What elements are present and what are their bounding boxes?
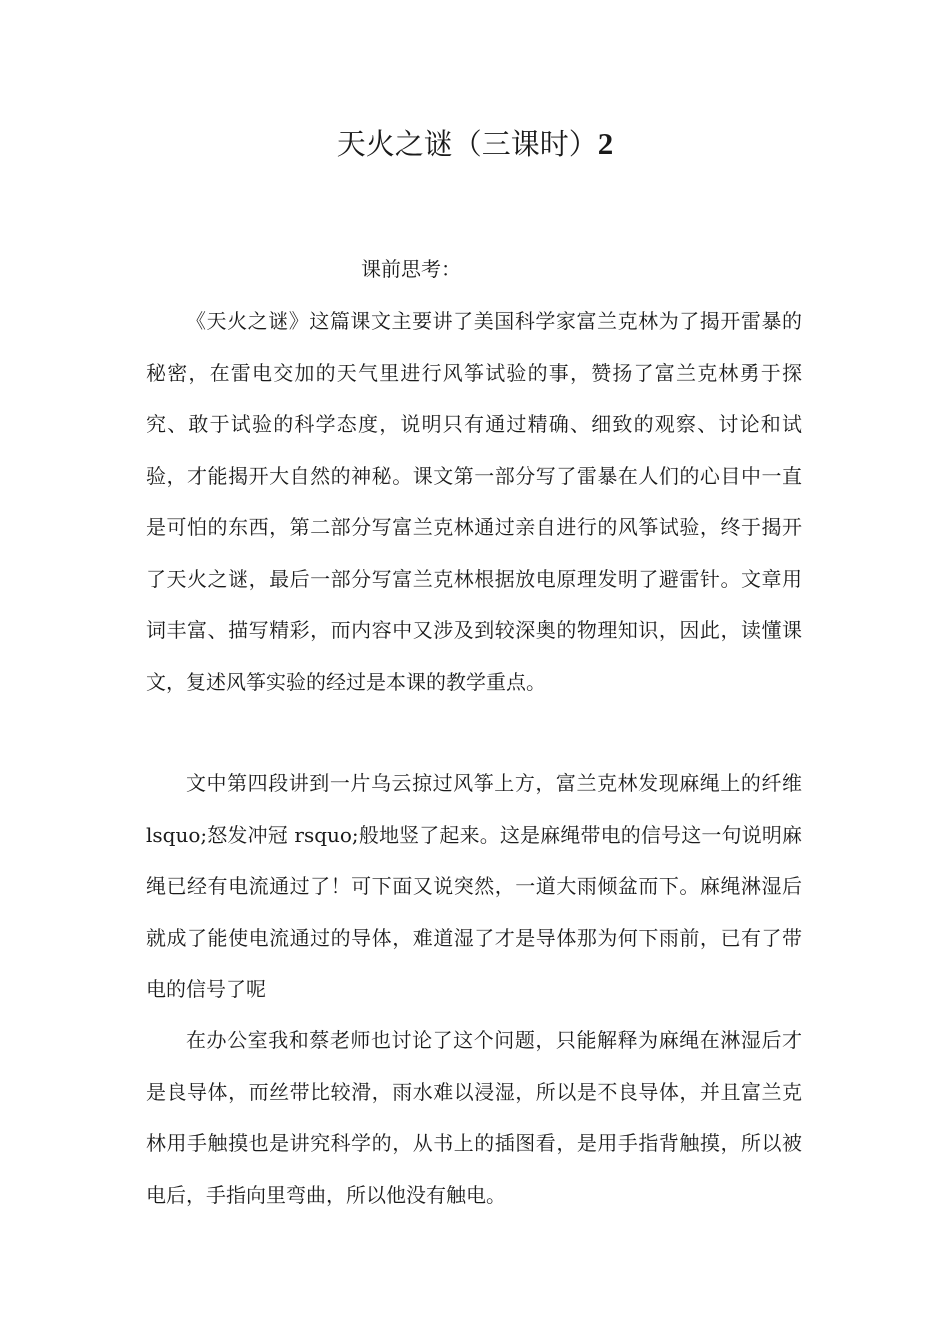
paragraph-1: 《天火之谜》这篇课文主要讲了美国科学家富兰克林为了揭开雷暴的秘密，在雷电交加的天气里进行风筝试验的事，赞扬了富兰克林勇于探究、敢于试验的科学态度，说明只有通过精确、细致的观察、讨论和试验，才能揭开大自然的神秘。课文第一部分写了雷暴在人们的心目中一直是可怕的东西，第二部分写富兰克林通过亲自进行的风筝试验，终于揭开了天火之谜，最后一部分写富兰克林根据放电原理发明了避雷针。文章用词丰富、描写精彩，而内容中又涉及到较深奥的物理知识，因此，读懂课文，复述风筝实验的经过是本课的教学重点。 xyxy=(146,309,802,694)
paragraph-2: 文中第四段讲到一片乌云掠过风筝上方，富兰克林发现麻绳上的纤维 lsquo;怒发冲冠 rsquo;般地竖了起来。这是麻绳带电的信号这一句说明麻绳已经有电流通过了！可下面又说突然，一道大雨倾盆而下。麻绳淋湿后就成了能使电流通过的导体，难道湿了才是导体那为何下雨前，已有了带电的信号了呢 xyxy=(146,771,802,1001)
title-number: 2 xyxy=(597,126,614,161)
title-text: 天火之谜（三课时） xyxy=(336,127,598,161)
page-title xyxy=(0,122,950,166)
paragraph-3: 在办公室我和蔡老师也讨论了这个问题，只能解释为麻绳在淋湿后才是良导体，而丝带比较滑，雨水难以浸湿，所以是不良导体，并且富兰克林用手触摸也是讲究科学的，从书上的插图看，是用手指背触摸，所以被电后，手指向里弯曲，所以他没有触电。 xyxy=(146,1028,802,1207)
section-subheading: 课前思考： xyxy=(361,257,461,281)
